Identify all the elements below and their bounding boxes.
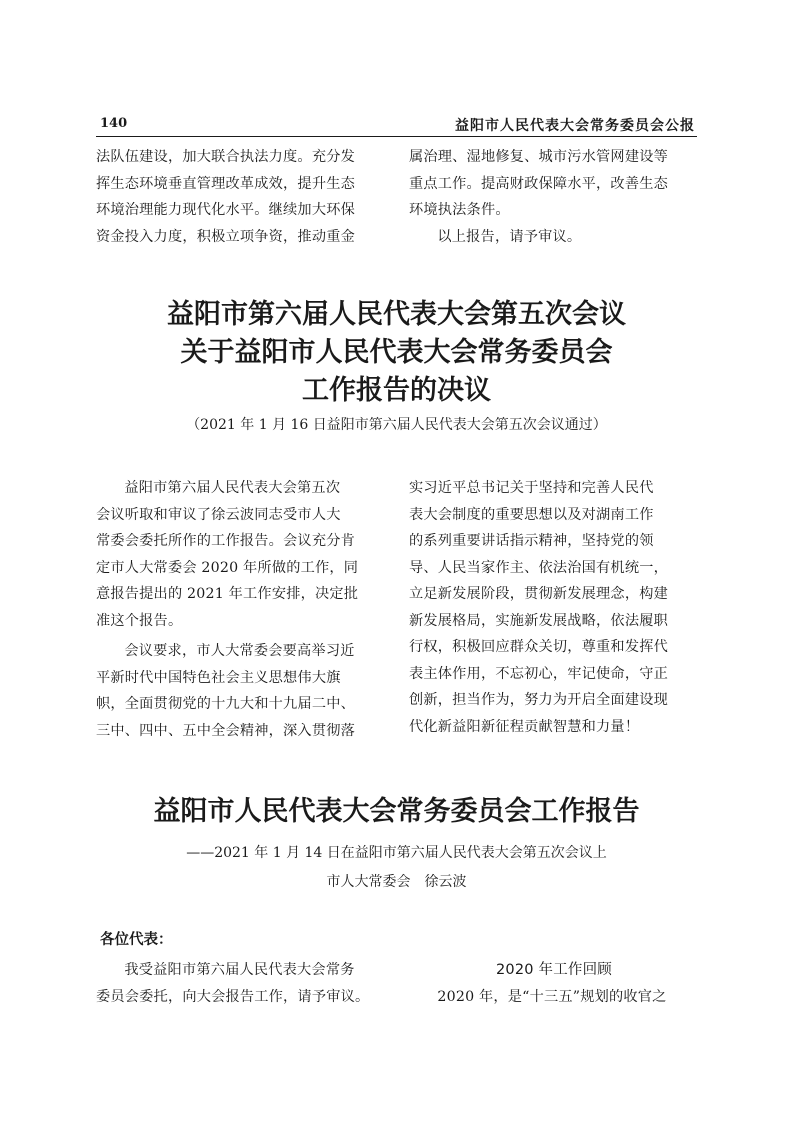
text-line: 会议听取和审议了徐云波同志受市人大 — [96, 506, 341, 523]
header-divider — [96, 136, 697, 137]
resolution-right-column — [409, 475, 699, 740]
report-subtitle: ——2021 年 1 月 14 日在益阳市第六届人民代表大会第五次会议上 — [186, 845, 607, 861]
text-line: 会议要求，市人大常委会要高举习近 — [124, 643, 355, 659]
text-line: 立足新发展阶段，贯彻新发展理念，构建 — [409, 586, 668, 602]
text-line: 属治理、湿地修复、城市污水管网建设等 — [409, 149, 668, 165]
text-line: 表主体作用，不忘初心，牢记使命，守正 — [409, 665, 668, 682]
resolution-title-line: 工作报告的决议 — [302, 375, 491, 406]
text-line: 的系列重要讲话指示精神，坚持党的领 — [409, 533, 654, 549]
text-line: 行权，积极回应群众关切，尊重和发挥代 — [409, 639, 668, 655]
closing-line: 以上报告，请予审议。 — [437, 228, 582, 245]
page-number: 140 — [100, 116, 128, 131]
text-line: 挥生态环境垂直管理改革成效，提升生态 — [96, 175, 355, 192]
text-line: 实习近平总书记关于坚持和完善人民代 — [409, 480, 654, 496]
resolution-title-line: 关于益阳市人民代表大会常务委员会 — [180, 337, 613, 368]
text-line: 资金投入力度，积极立项争资，推动重金 — [96, 228, 355, 245]
text-line: 定市人大常委会 2020 年所做的工作，同 — [96, 559, 359, 576]
text-line: 益阳市第六届人民代表大会第五次 — [124, 480, 341, 496]
text-line: 重点工作。提高财政保障水平，改善生态 — [409, 175, 668, 192]
text-line: 意报告提出的 2021 年工作安排，决定批 — [96, 586, 359, 602]
report-right-column — [409, 957, 699, 1010]
report-left-column — [96, 957, 386, 1010]
text-line: 环境治理能力现代化水平。继续加大环保 — [96, 202, 355, 218]
text-line: 委员会委托，向大会报告工作，请予审议。 — [96, 988, 370, 1005]
report-author: 市人大常委会 徐云波 — [326, 874, 467, 890]
resolution-paragraph-2 — [96, 638, 386, 744]
text-line: 新发展格局，实施新发展战略，依法履职 — [409, 612, 668, 629]
text-line: 我受益阳市第六届人民代表大会常务 — [124, 962, 355, 978]
prev-article-right-column — [409, 144, 699, 250]
resolution-left-column — [96, 475, 386, 744]
text-line: 创新，担当作为，努力为开启全面建设现 — [409, 692, 668, 708]
journal-title: 益阳市人民代表大会常务委员会公报 — [455, 118, 695, 134]
text-line: 帜，全面贯彻党的十九大和十九届二中、 — [96, 696, 355, 712]
text-line: 代化新益阳新征程贡献智慧和力量！ — [409, 718, 640, 735]
text-line: 表大会制度的重要思想以及对湖南工作 — [409, 506, 654, 523]
text-line: 法队伍建设，加大联合执法力度。充分发 — [96, 149, 355, 165]
resolution-paragraph-1 — [96, 475, 386, 634]
text-line: 三中、四中、五中全会精神，深入贯彻落 — [96, 722, 355, 739]
text-line: 2020 年，是“十三五”规划的收官之 — [437, 988, 667, 1005]
resolution-title — [96, 296, 697, 410]
text-line: 平新时代中国特色社会主义思想伟大旗 — [96, 669, 341, 686]
resolution-subtitle: （2021 年 1 月 16 日益阳市第六届人民代表大会第五次会议通过） — [186, 417, 607, 433]
section-heading: 2020 年工作回顾 — [495, 962, 612, 978]
report-title: 益阳市人民代表大会常务委员会工作报告 — [153, 796, 640, 827]
resolution-title-line: 益阳市第六届人民代表大会第五次会议 — [167, 299, 626, 330]
text-line: 常委会委托所作的工作报告。会议充分肯 — [96, 533, 355, 549]
text-line: 导、人民当家作主、依法治国有机统一， — [409, 559, 668, 576]
salutation: 各位代表： — [100, 932, 173, 948]
text-line: 环境执法条件。 — [409, 202, 510, 218]
text-line: 准这个报告。 — [96, 612, 183, 629]
prev-article-left-column — [96, 144, 386, 250]
